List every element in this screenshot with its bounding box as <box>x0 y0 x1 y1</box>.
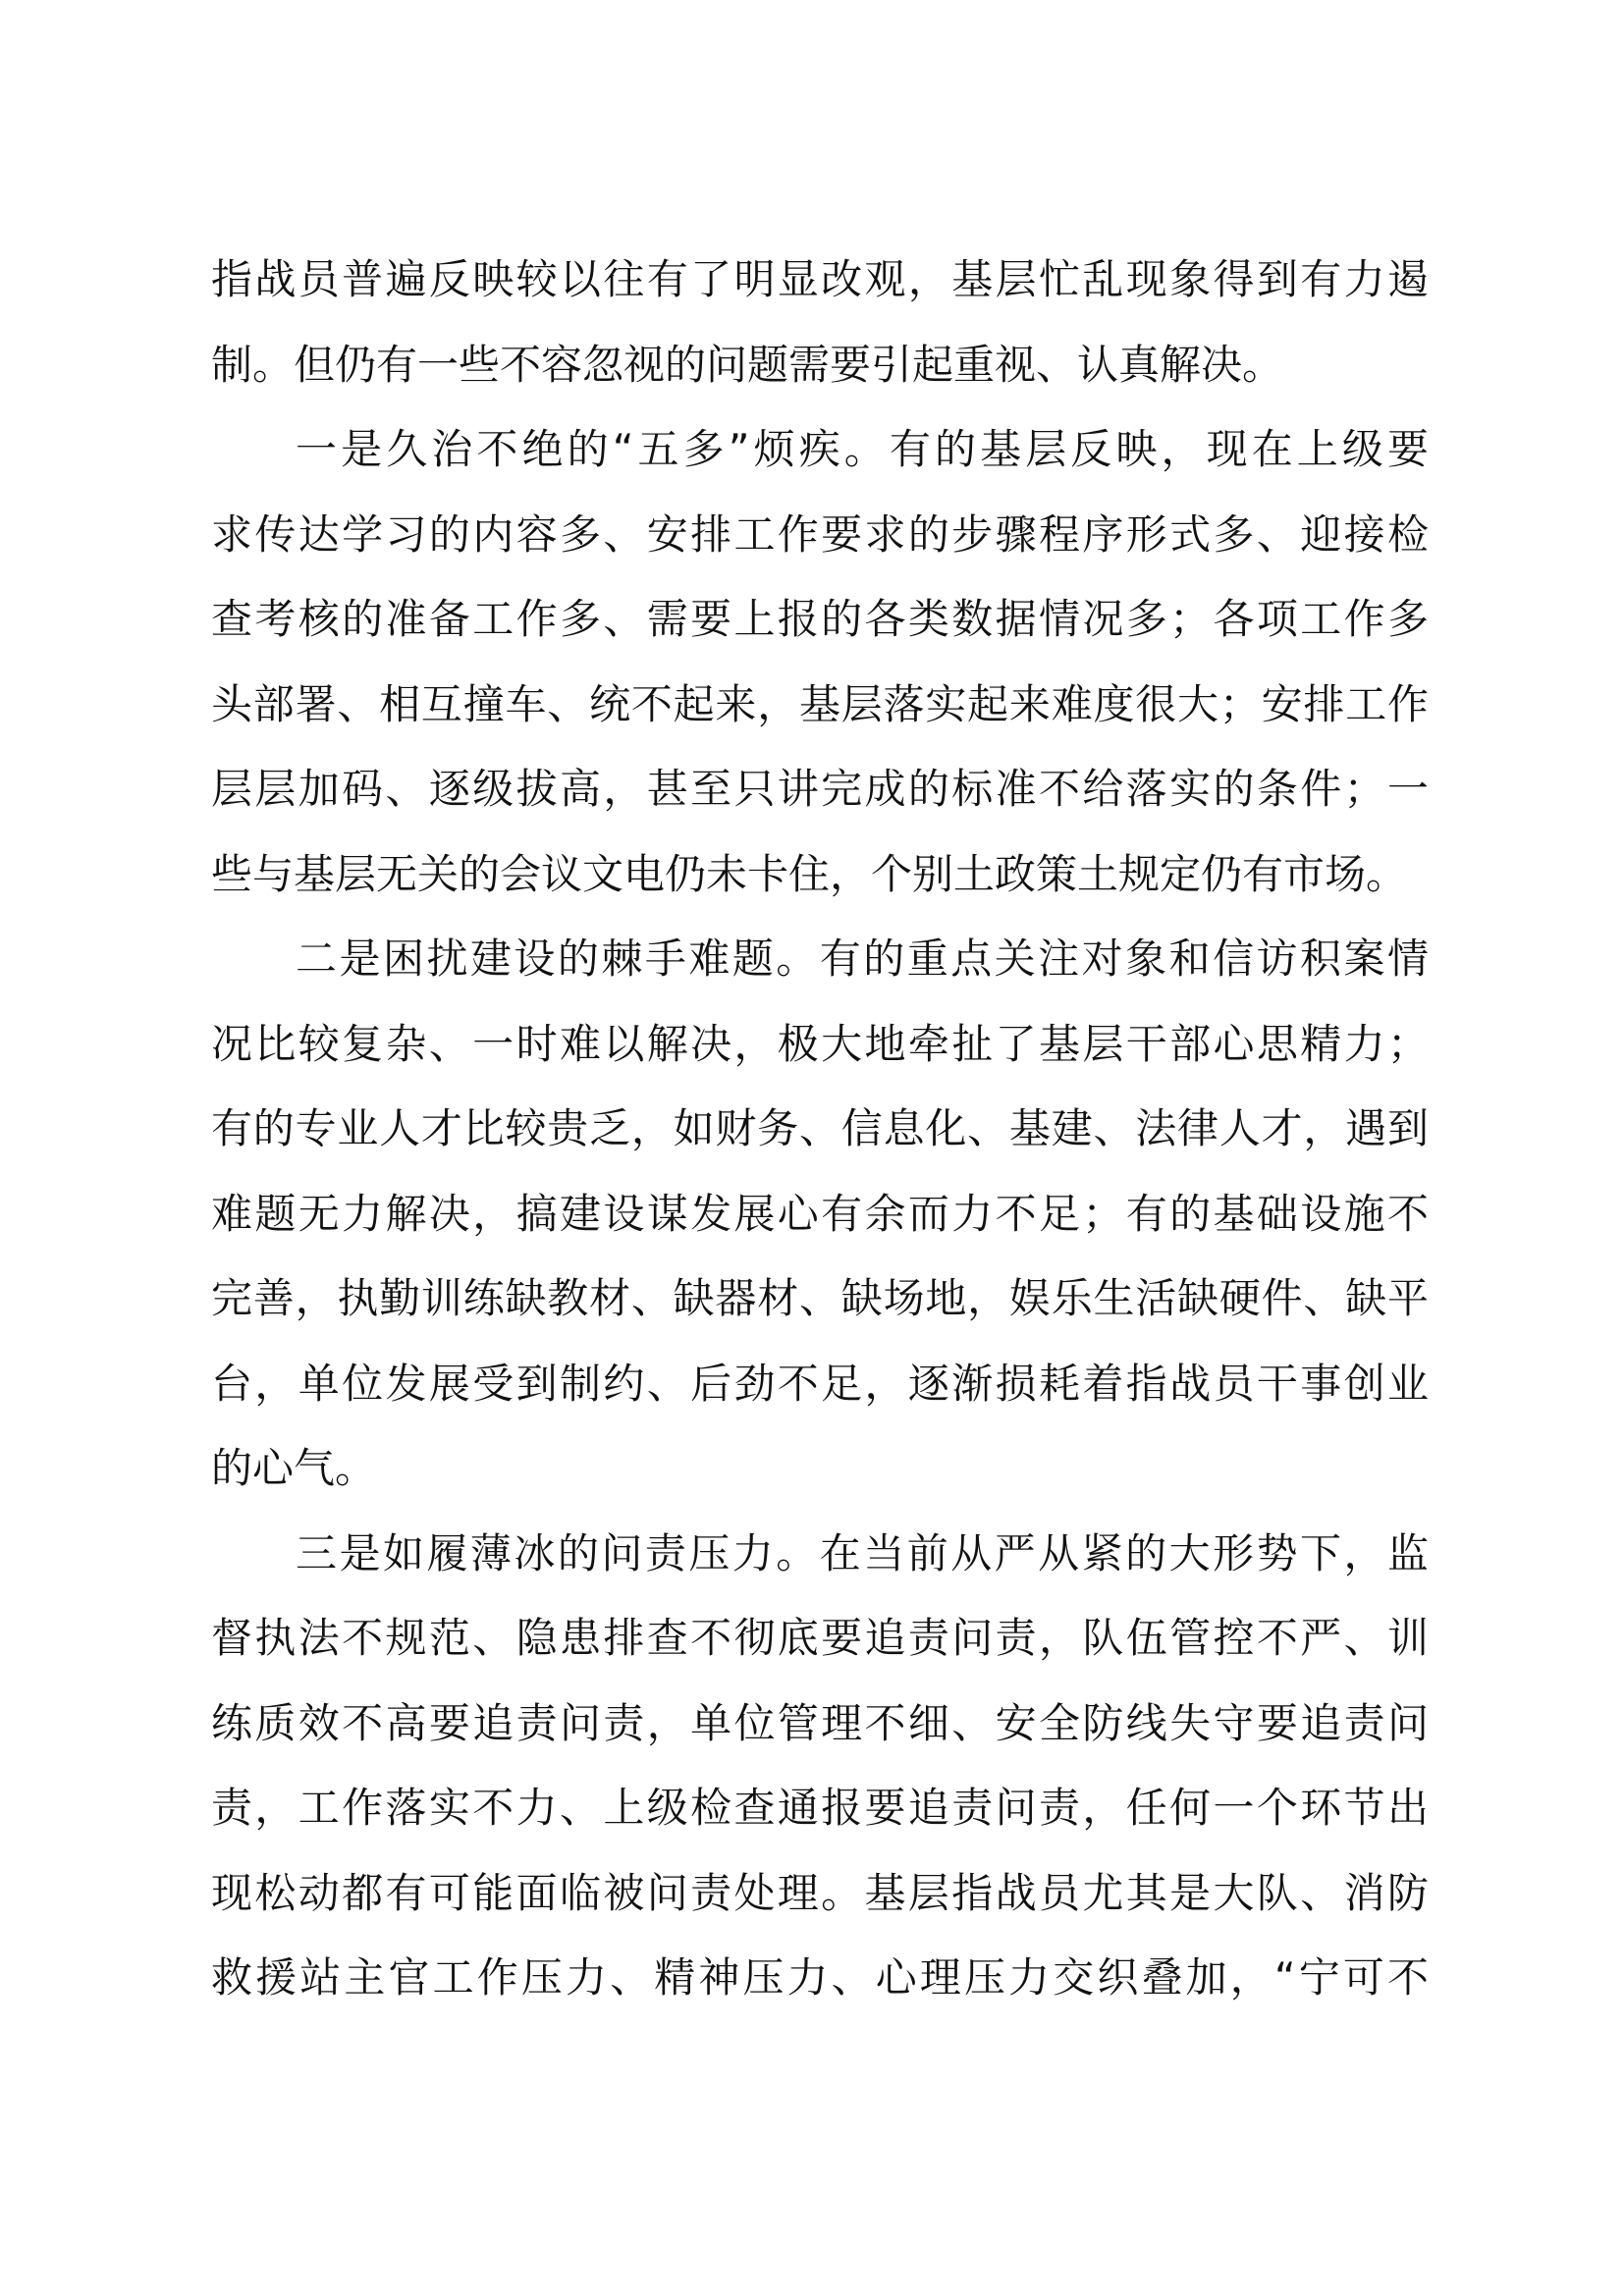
text-line: 指战员普遍反映较以往有了明显改观，基层忙乱现象得到有力遏 <box>211 255 1429 303</box>
text-line: 三是如履薄冰的问责压力。在当前从严从紧的大形势下，监 <box>296 1528 1429 1577</box>
text-line: 台，单位发展受到制约、后劲不足，逐渐损耗着指战员干事创业 <box>211 1359 1429 1408</box>
text-line: 责，工作落实不力、上级检查通报要追责问责，任何一个环节出 <box>211 1784 1429 1832</box>
paragraph <box>211 1512 1429 2021</box>
text-line: 有的专业人才比较贵乏，如财务、信息化、基建、法律人才，遇到 <box>211 1104 1429 1152</box>
text-line: 一是久治不绝的“五多”烦疾。有的基层反映，现在上级要 <box>296 425 1429 473</box>
text-line: 制。但仍有一些不容忽视的问题需要引起重视、认真解决。 <box>211 340 1284 389</box>
text-line: 层层加码、逐级拔高，甚至只讲完成的标准不给落实的条件；一 <box>211 765 1429 813</box>
text-line: 些与基层无关的会议文电仍未卡住，个别土政策土规定仍有市场。 <box>211 849 1408 898</box>
text-line: 况比较复杂、一时难以解决，极大地牵扯了基层干部心思精力； <box>211 1019 1429 1068</box>
text-line: 督执法不规范、隐患排查不彻底要追责问责，队伍管控不严、训 <box>211 1614 1429 1662</box>
text-line: 头部署、相互撞车、统不起来，基层落实起来难度很大；安排工作 <box>211 679 1429 728</box>
text-line: 的心气。 <box>211 1444 377 1492</box>
text-line: 求传达学习的内容多、安排工作要求的步骤程序形式多、迎接检 <box>211 509 1429 559</box>
paragraph <box>211 917 1429 1512</box>
text-line: 救援站主官工作压力、精神压力、心理压力交织叠加，“宁可不 <box>211 1953 1429 2002</box>
text-line: 难题无力解决，搞建设谋发展心有余而力不足；有的基础设施不 <box>211 1189 1429 1238</box>
paragraph <box>211 238 1429 407</box>
text-line: 练质效不高要追责问责，单位管理不细、安全防线失守要追责问 <box>211 1698 1429 1747</box>
document-page <box>211 238 1429 2021</box>
text-line: 二是困扰建设的棘手难题。有的重点关注对象和信访积案情 <box>296 934 1429 983</box>
paragraph <box>211 407 1429 917</box>
text-line: 现松动都有可能面临被问责处理。基层指战员尤其是大队、消防 <box>211 1868 1429 1917</box>
text-line: 完善，执勤训练缺教材、缺器材、缺场地，娱乐生活缺硬件、缺平 <box>211 1274 1429 1322</box>
text-line: 查考核的准备工作多、需要上报的各类数据情况多；各项工作多 <box>211 595 1429 643</box>
